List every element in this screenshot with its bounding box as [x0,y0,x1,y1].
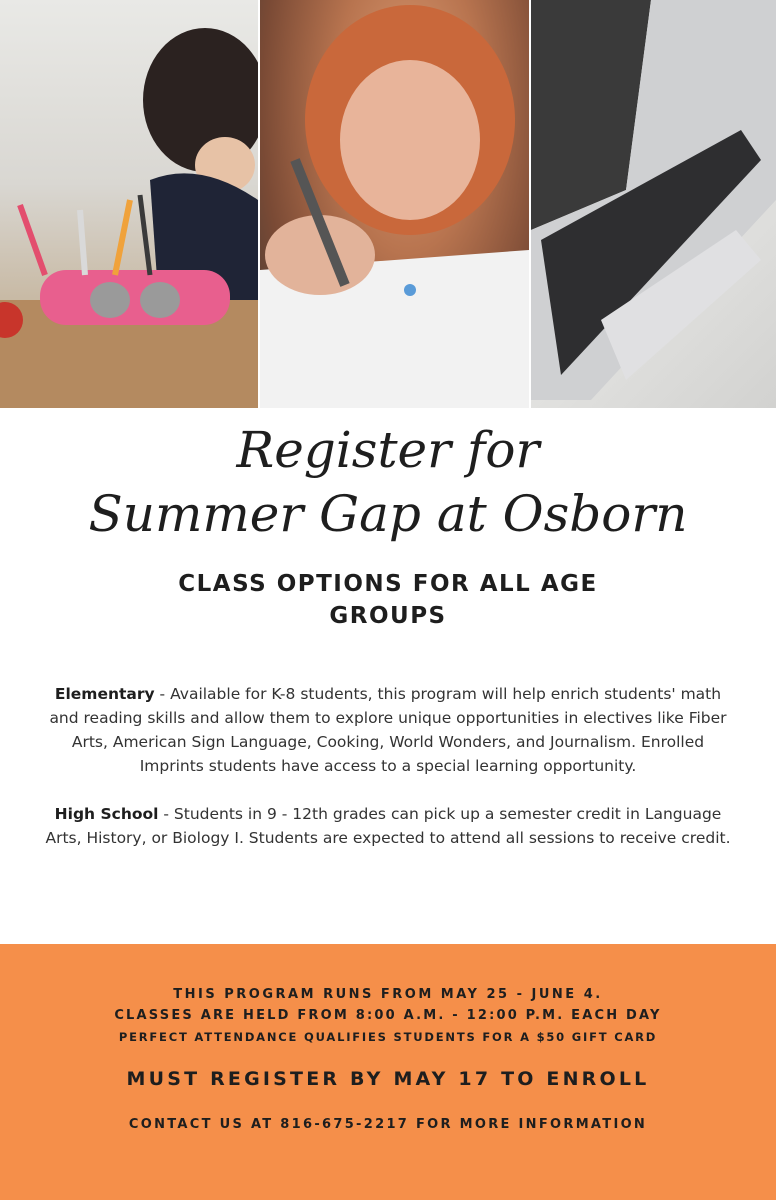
title-line-1: Register for [236,421,540,479]
child-coloring-illustration [260,0,529,408]
high-school-text: - Students in 9 - 12th grades can pick up a semester credit in Language Arts, History, or Biology I. Students are expected to attend all sessions to receive credit. [45,805,731,847]
subtitle: CLASS OPTIONS FOR ALL AGE GROUPS [178,571,598,629]
high-school-label: High School [54,805,159,823]
program-description [38,682,738,874]
elementary-label: Elementary [54,685,155,703]
class-hours: CLASSES ARE HELD FROM 8:00 A.M. - 12:00 P.M. EACH DAY [114,1008,662,1023]
high-school-paragraph [38,802,738,850]
registration-deadline: MUST REGISTER BY MAY 17 TO ENROLL [126,1068,650,1090]
contact-info: CONTACT US AT 816-675-2217 FOR MORE INFORMATION [128,1117,648,1132]
elementary-text: - Available for K-8 students, this program will help enrich students' math and reading skills and allow them to explore unique opportunities in electives like Fiber Arts, American Sign Language, Cooking, World Wonders, and Journalism. Enrolled Imprints students have access to a special learning opportunity. [49,685,727,775]
info-banner [0,944,776,1200]
girl-drawing-illustration [0,0,258,408]
laptop-illustration [531,0,776,408]
attendance-reward: PERFECT ATTENDANCE QUALIFIES STUDENTS FOR A $50 GIFT CARD [118,1030,658,1044]
header-photo-strip [0,0,776,408]
girl-drawing-photo [0,0,258,408]
elementary-paragraph [38,682,738,778]
title-line-2: Summer Gap at Osborn [88,485,688,543]
program-dates: THIS PROGRAM RUNS FROM MAY 25 - JUNE 4. [173,987,603,1002]
page-title [0,418,776,546]
child-coloring-photo [260,0,529,408]
laptop-photo [531,0,776,408]
